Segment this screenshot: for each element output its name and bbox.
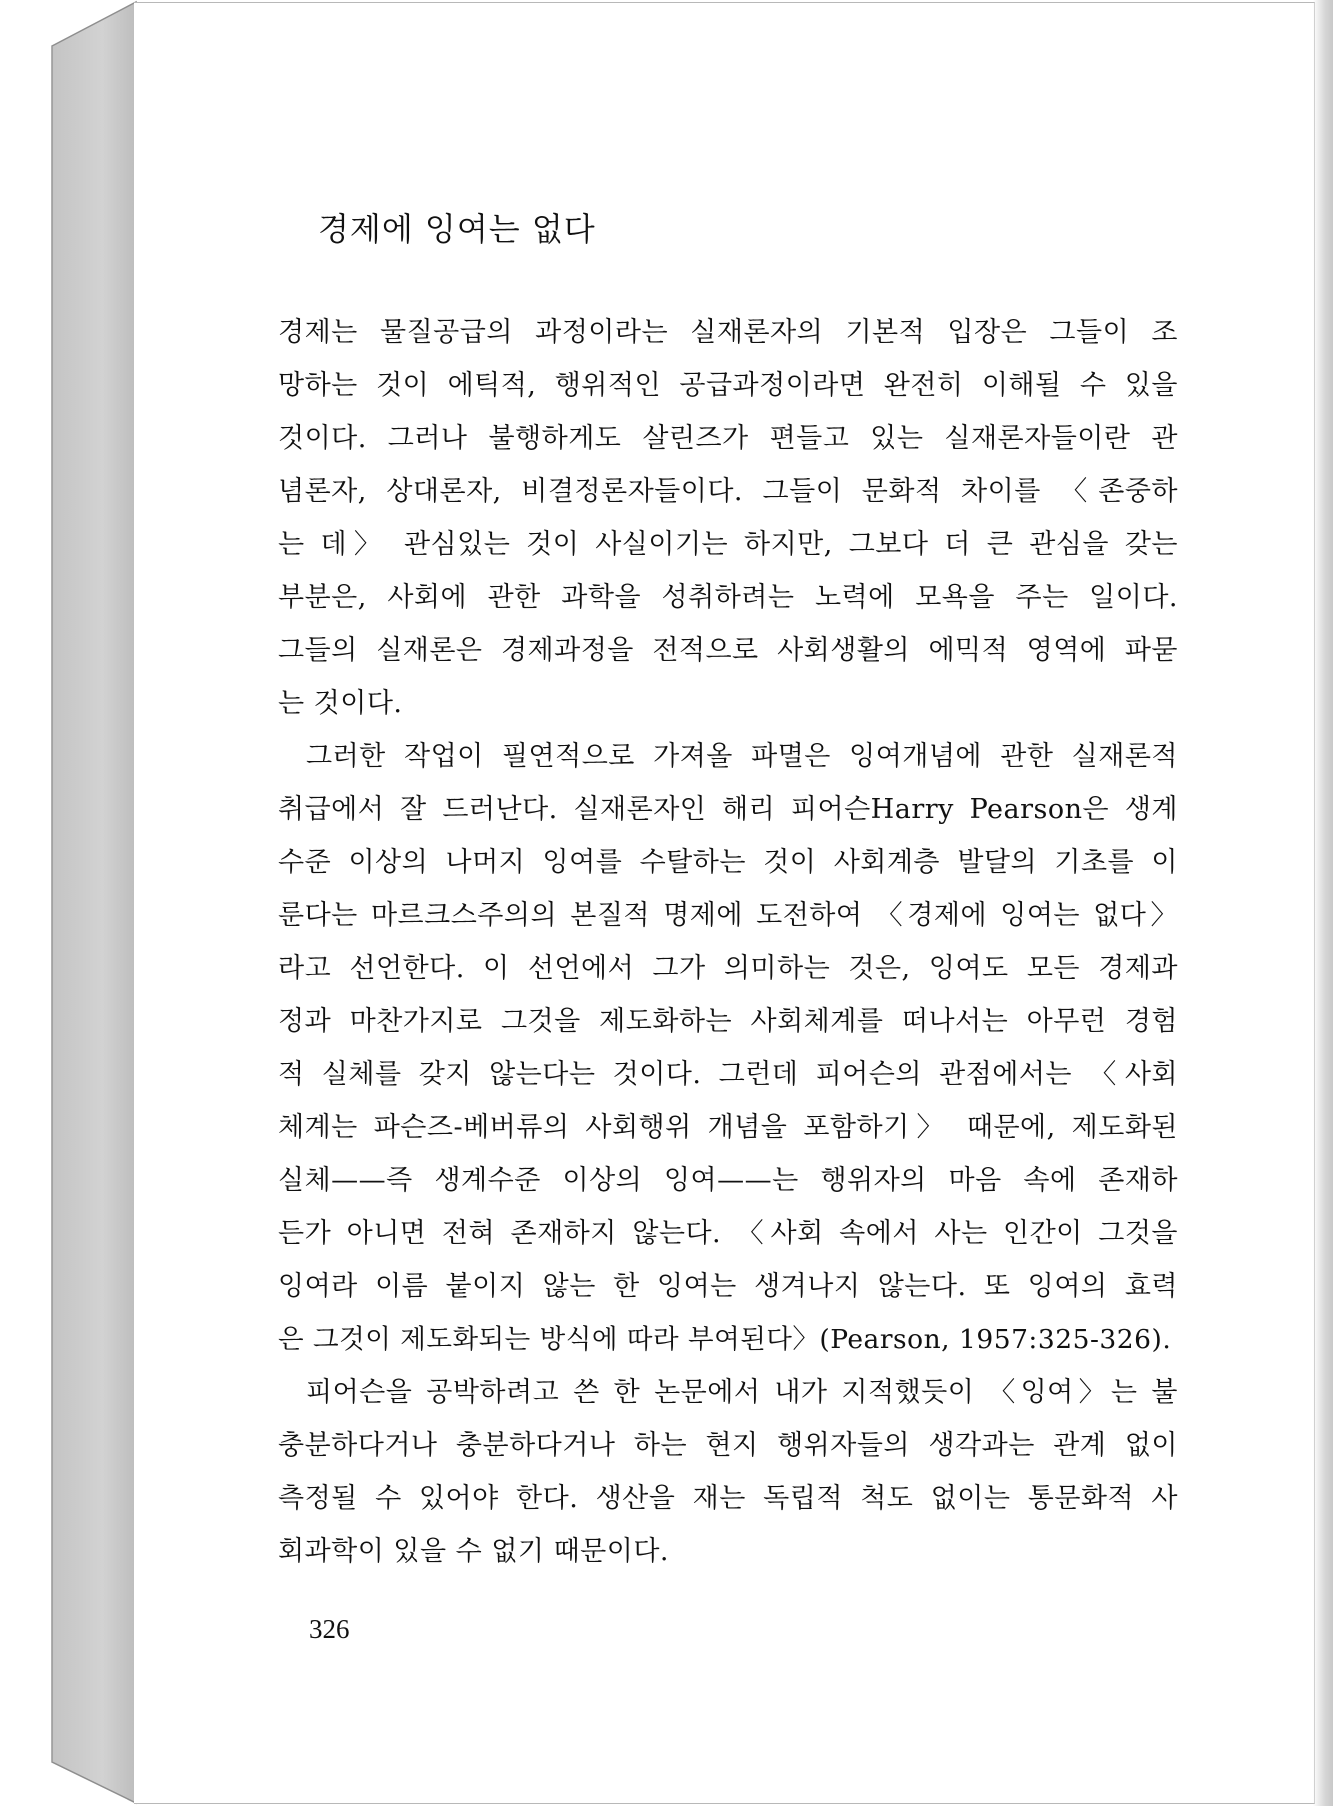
page-edge-shadow bbox=[1313, 0, 1333, 1806]
text-line: 든가 아니면 전혀 존재하지 않는다. 〈사회 속에서 사는 인간이 그것을 bbox=[278, 1218, 1178, 1249]
text-line: 는 것이다. bbox=[278, 688, 403, 719]
text-line: 는 데〉 관심있는 것이 사실이기는 하지만, 그보다 더 큰 관심을 갖는 bbox=[278, 529, 1178, 560]
text-line: 부분은, 사회에 관한 과학을 성취하려는 노력에 모욕을 주는 일이다. bbox=[278, 582, 1178, 613]
text-line: 수준 이상의 나머지 잉여를 수탈하는 것이 사회계층 발달의 기초를 이 bbox=[278, 847, 1178, 878]
text-line: 정과 마찬가지로 그것을 제도화하는 사회체계를 떠나서는 아무런 경험 bbox=[278, 1006, 1178, 1037]
text-line: 망하는 것이 에틱적, 행위적인 공급과정이라면 완전히 이해될 수 있을 bbox=[278, 370, 1178, 401]
text-line: 룬다는 마르크스주의의 본질적 명제에 도전하여 〈경제에 잉여는 없다〉 bbox=[278, 900, 1178, 931]
text-line: 충분하다거나 충분하다거나 하는 현지 행위자들의 생각과는 관계 없이 bbox=[278, 1430, 1178, 1461]
page-number: 326 bbox=[309, 1614, 350, 1644]
text-line: 것이다. 그러나 불행하게도 살린즈가 편들고 있는 실재론자들이란 관 bbox=[278, 423, 1178, 454]
body-text bbox=[278, 306, 1178, 1578]
chapter-heading: 경제에 잉여는 없다 bbox=[318, 210, 596, 248]
text-line: 취급에서 잘 드러난다. 실재론자인 해리 피어슨Harry Pearson은 생계 bbox=[278, 794, 1178, 825]
text-line: 실체——즉 생계수준 이상의 잉여——는 행위자의 마음 속에 존재하 bbox=[278, 1165, 1178, 1196]
text-line: 념론자, 상대론자, 비결정론자들이다. 그들이 문화적 차이를 〈존중하 bbox=[278, 476, 1178, 507]
text-line: 측정될 수 있어야 한다. 생산을 재는 독립적 척도 없이는 통문화적 사 bbox=[278, 1483, 1178, 1514]
text-line: 그러한 작업이 필연적으로 가져올 파멸은 잉여개념에 관한 실재론적 bbox=[306, 741, 1178, 772]
text-line: 회과학이 있을 수 없기 때문이다. bbox=[278, 1536, 669, 1567]
text-line: 잉여라 이름 붙이지 않는 한 잉여는 생겨나지 않는다. 또 잉여의 효력 bbox=[278, 1271, 1178, 1302]
text-line: 그들의 실재론은 경제과정을 전적으로 사회생활의 에믹적 영역에 파묻 bbox=[278, 635, 1178, 666]
text-line: 적 실체를 갖지 않는다는 것이다. 그런데 피어슨의 관점에서는 〈사회 bbox=[278, 1059, 1178, 1090]
text-line: 은 그것이 제도화되는 방식에 따라 부여된다〉(Pearson, 1957:325-326). bbox=[278, 1324, 1172, 1355]
text-line: 피어슨을 공박하려고 쓴 한 논문에서 내가 지적했듯이 〈잉여〉는 불 bbox=[306, 1377, 1178, 1408]
text-line: 체계는 파슨즈-베버류의 사회행위 개념을 포함하기〉 때문에, 제도화된 bbox=[278, 1112, 1178, 1143]
text-line: 라고 선언한다. 이 선언에서 그가 의미하는 것은, 잉여도 모든 경제과 bbox=[278, 953, 1178, 984]
text-line: 경제는 물질공급의 과정이라는 실재론자의 기본적 입장은 그들이 조 bbox=[278, 317, 1178, 348]
book-spine bbox=[0, 0, 140, 1806]
